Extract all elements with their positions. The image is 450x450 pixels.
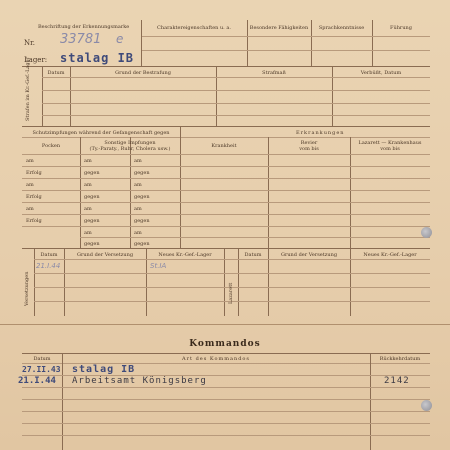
impf-row-8-mid: gegen: [84, 241, 100, 247]
impf-row-3-mid: am: [84, 182, 92, 188]
impf-col-pocken: Pocken: [41, 143, 61, 149]
impf-row-2-mid: gegen: [84, 170, 100, 176]
strafen-col-datum: Datum: [47, 70, 65, 76]
strafen-col-verbuesst: Verbüßt, Datum: [360, 70, 402, 76]
beschriftung-label: Beschriftung der Erkennungsmarke: [38, 24, 130, 30]
impf-row-4-right: gegen: [134, 194, 150, 200]
impf-row-3-right: am: [134, 182, 142, 188]
strafen-col-grund: Grund der Bestrafung: [115, 70, 171, 76]
lager-stamp: stalag IB: [60, 51, 135, 65]
kommandos-col-art: Art des Kommandos: [182, 356, 250, 362]
impf-row-4-mid: gegen: [84, 194, 100, 200]
impf-title: Schutzimpfungen während der Gefangenschaft gegen: [32, 130, 170, 136]
kommando-row-2-art: Arbeitsamt Königsberg: [72, 376, 207, 386]
impf-row-7-right: am: [134, 230, 142, 236]
impf-row-1-left: am: [26, 158, 34, 164]
vers-entry-datum: 21.I.44: [36, 262, 61, 270]
sprachkenntnisse-header: Sprachkenntnisse: [318, 25, 365, 31]
impf-row-5-right: am: [134, 206, 142, 212]
nr-value: 33781: [60, 32, 102, 47]
lager-label: Lager:: [24, 56, 48, 64]
kommando-row-1-art: stalag IB: [72, 364, 136, 375]
erk-col-lazarett-sub: vom bis: [380, 146, 400, 152]
nr-label: Nr.: [24, 39, 35, 47]
vers-col-neues: Neues Kr.-Gef.-Lager: [158, 252, 212, 258]
punch-hole-top: [421, 227, 432, 238]
strafen-side-label: Strafen im Kr.-Gef.-Lager: [25, 57, 31, 121]
vers-col-grund: Grund der Versetzung: [76, 252, 134, 258]
kommandos-title: Kommandos: [189, 339, 261, 349]
kommando-row-1-datum: 27.II.43: [22, 365, 61, 374]
impf-row-2-right: gegen: [134, 170, 150, 176]
impf-row-6-mid: gegen: [84, 218, 100, 224]
impf-row-1-right: am: [134, 158, 142, 164]
erk-col-krankheit: Krankheit: [211, 143, 237, 149]
kommandos-col-datum: Datum: [33, 356, 51, 362]
erk-col-lazarett: Lazarett — Krankenhaus: [358, 140, 422, 146]
lazarett-side-label: Lazarett: [228, 282, 234, 304]
kommando-row-2-rueck: 2142: [384, 376, 410, 386]
impf-row-6-right: gegen: [134, 218, 150, 224]
laz-col-grund: Grund der Versetzung: [280, 252, 338, 258]
impf-row-5-mid: am: [84, 206, 92, 212]
impf-col-sonstige: Sonstige Impfungen: [104, 140, 156, 146]
faehigkeiten-header: Besondere Fähigkeiten: [249, 25, 309, 31]
kommando-row-2-datum: 21.I.44: [18, 376, 56, 386]
erk-col-revier-sub: vom bis: [299, 146, 319, 152]
impf-row-4-left: Erfolg: [26, 194, 42, 200]
laz-col-neues: Neues Kr.-Gef.-Lager: [363, 252, 417, 258]
vers-entry-lager: St.IA: [150, 262, 167, 270]
kommandos-col-rueck: Rückkehrdatum: [379, 356, 421, 362]
nr-suffix: e: [116, 32, 124, 46]
versetzungen-side-label: Versetzungen: [24, 271, 30, 306]
vers-col-datum: Datum: [40, 252, 58, 258]
erk-col-revier: Revier: [300, 140, 318, 146]
impf-row-8-right: gegen: [134, 241, 150, 247]
fuehrung-header: Führung: [390, 25, 412, 31]
charakter-header: Charaktereigenschaften u. a.: [157, 25, 231, 31]
impf-row-6-left: Erfolg: [26, 218, 42, 224]
impf-col-sonstige-sub: (Ty.-Paraty., Ruhr, Cholera usw.): [89, 146, 171, 152]
erkrankungen-title: Erkrankungen: [296, 130, 345, 136]
impf-row-3-left: am: [26, 182, 34, 188]
impf-row-2-left: Erfolg: [26, 170, 42, 176]
impf-row-7-mid: am: [84, 230, 92, 236]
impf-row-5-left: am: [26, 206, 34, 212]
laz-col-datum: Datum: [244, 252, 262, 258]
strafen-col-strafmass: Strafmaß: [262, 70, 286, 76]
punch-hole-bottom: [421, 400, 432, 411]
impf-row-1-mid: am: [84, 158, 92, 164]
